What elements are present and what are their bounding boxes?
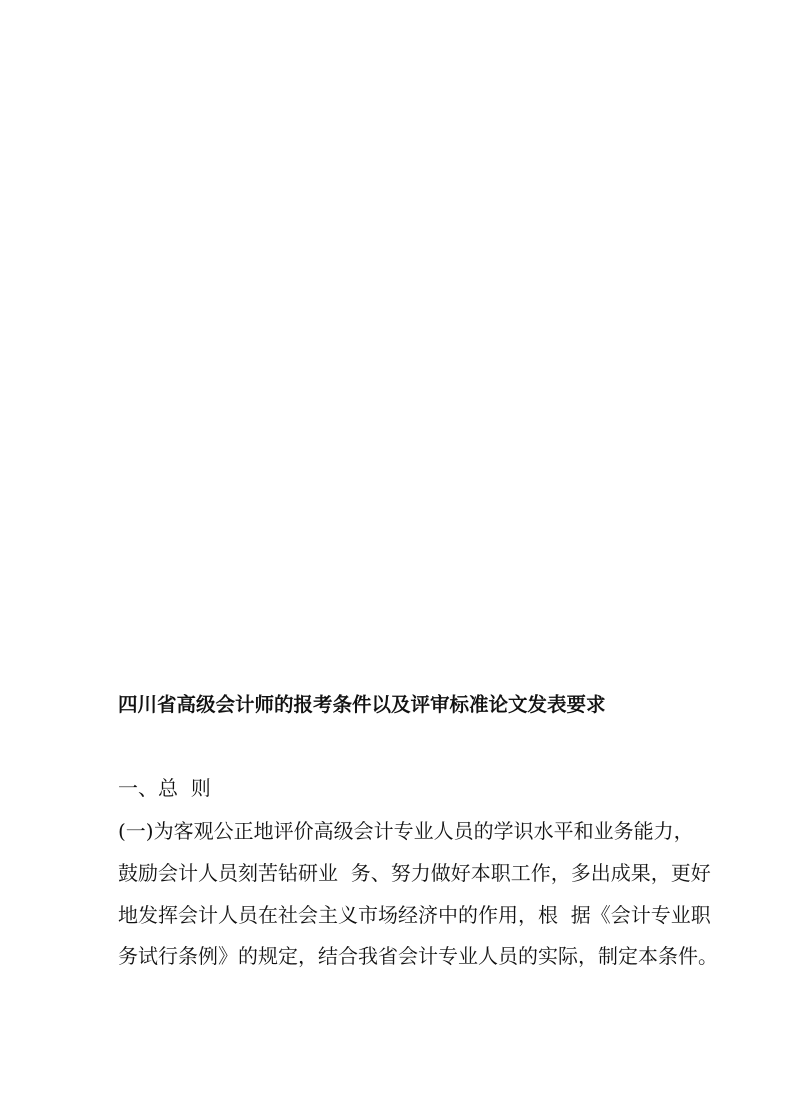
paragraph-line: 鼓励会计人员刻苦钻研业 务、努力做好本职工作，多出成果，更好 [118,861,711,885]
paragraph-line: 地发挥会计人员在社会主义市场经济中的作用，根 据《会计专业职 [118,903,711,927]
paragraph-line: (一)为客观公正地评价高级会计专业人员的学识水平和业务能力， [118,819,694,843]
section-heading: 一、总 则 [118,776,211,800]
document-title: 四川省高级会计师的报考条件以及评审标准论文发表要求 [118,693,606,716]
paragraph-line: 务试行条例》的规定，结合我省会计专业人员的实际，制定本条件。 [118,944,718,968]
